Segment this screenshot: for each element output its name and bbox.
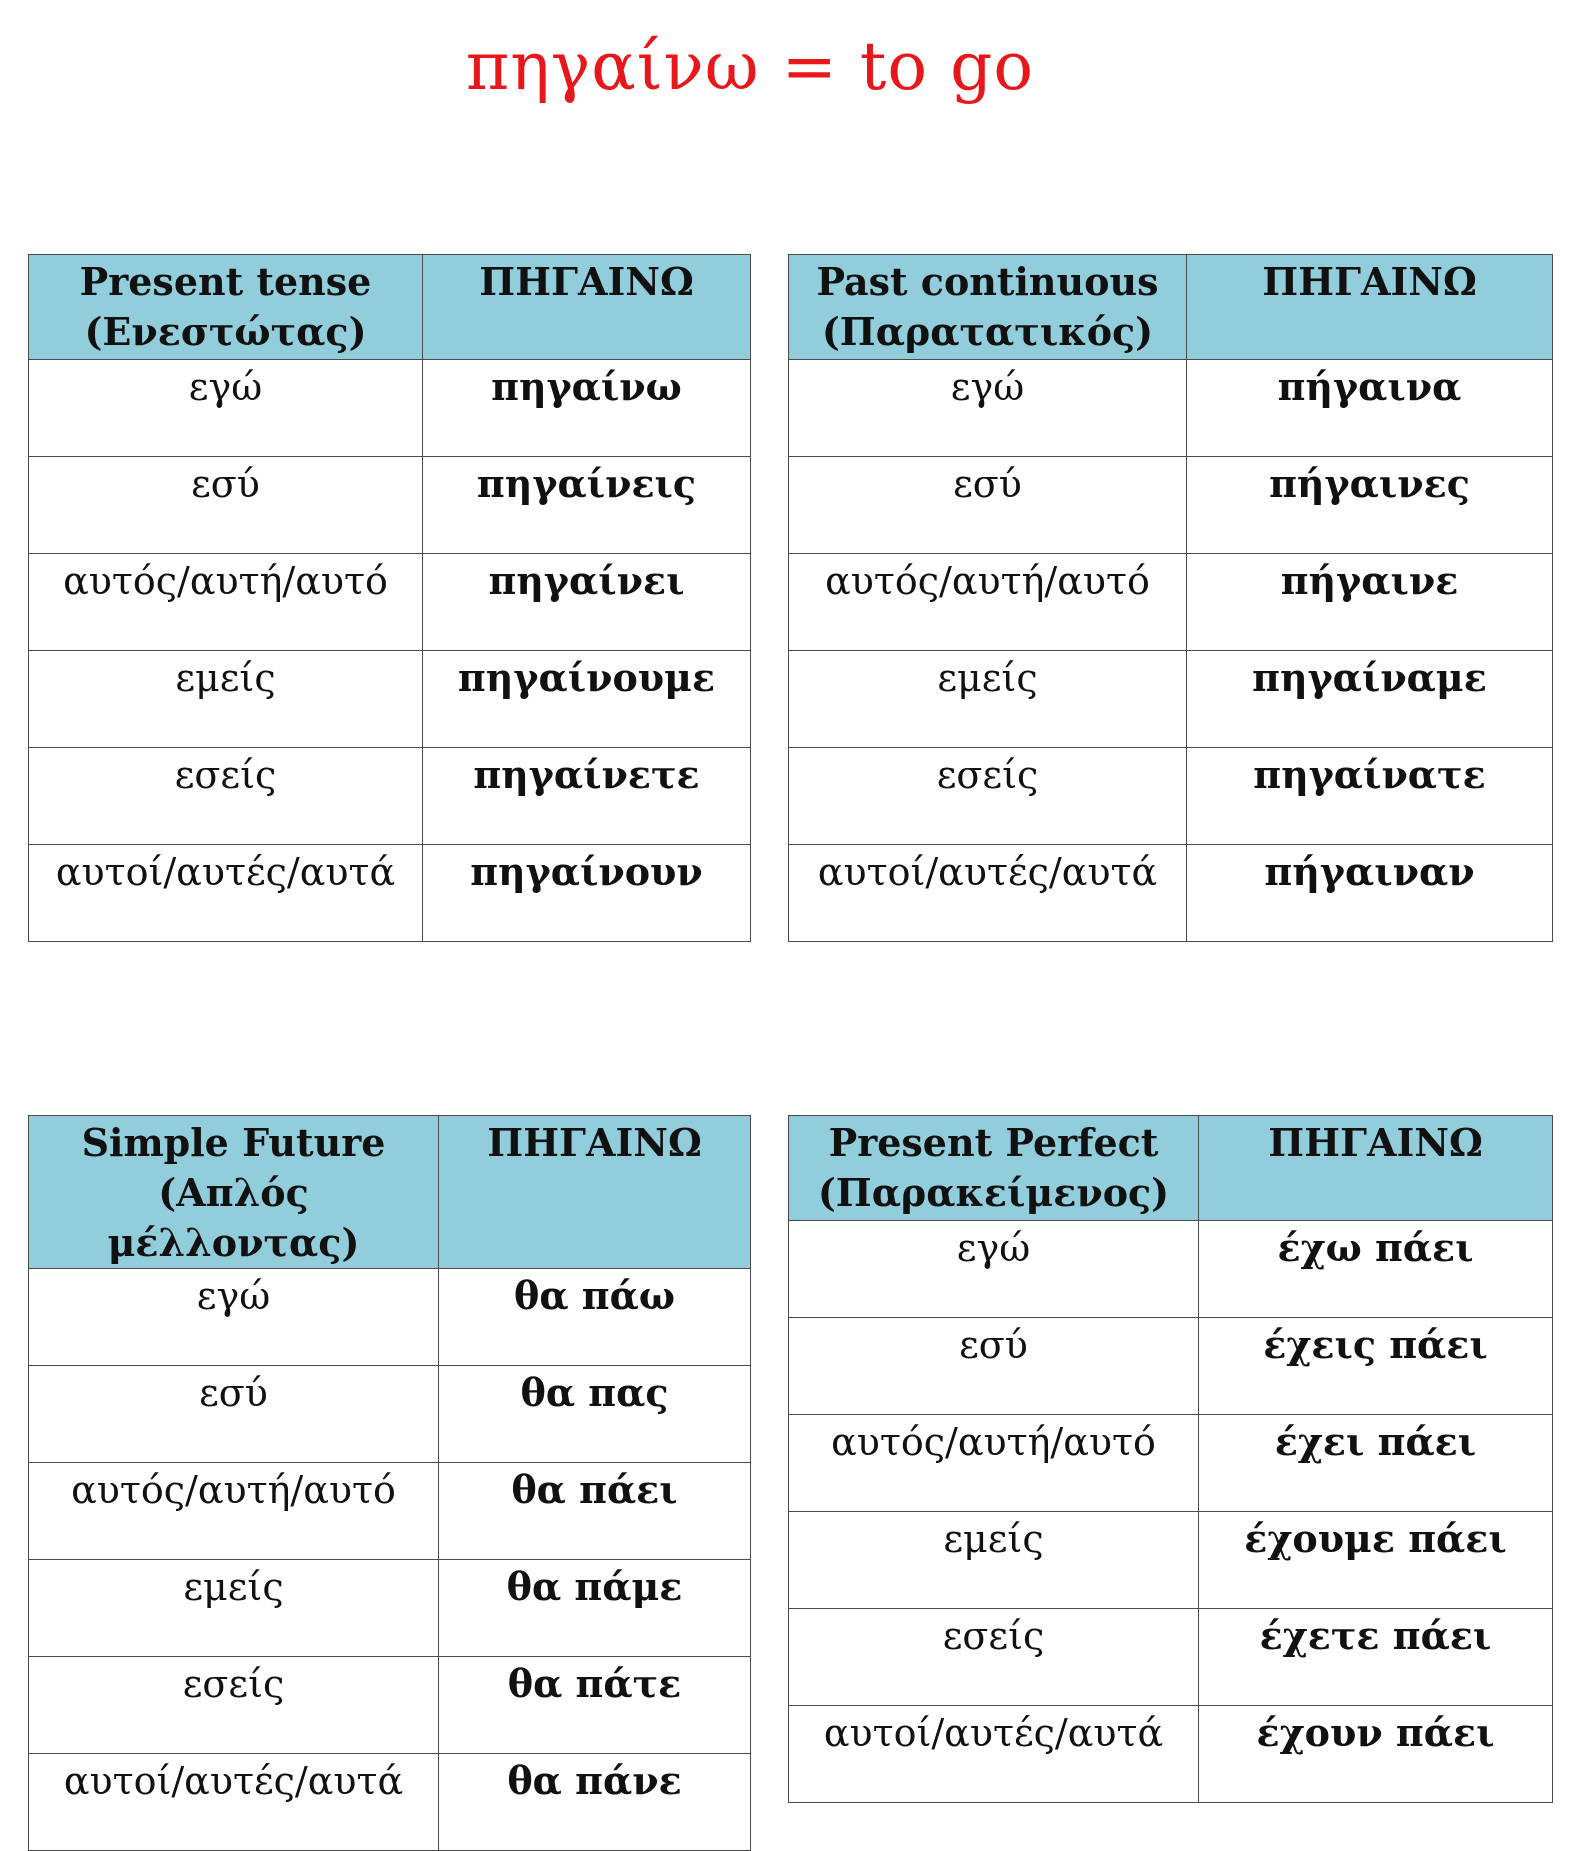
tense-greek-name: (Παρακείμενος) bbox=[817, 1170, 1170, 1215]
table-row bbox=[29, 457, 751, 554]
tense-greek-name: (Ενεστώτας) bbox=[84, 309, 367, 354]
verb-form-cell: πηγαίνουν bbox=[423, 845, 751, 942]
table-row bbox=[789, 1221, 1553, 1318]
pronoun-cell: αυτοί/αυτές/αυτά bbox=[789, 845, 1187, 942]
tense-header bbox=[29, 255, 423, 360]
table-row bbox=[789, 845, 1553, 942]
table-row bbox=[789, 1318, 1553, 1415]
verb-header: ΠΗΓΑΙΝΩ bbox=[1187, 255, 1553, 360]
pronoun-cell: αυτός/αυτή/αυτό bbox=[789, 1415, 1199, 1512]
pronoun-cell: αυτός/αυτή/αυτό bbox=[29, 554, 423, 651]
tense-greek-name: (Παρατατικός) bbox=[821, 309, 1154, 354]
pronoun-cell: εγώ bbox=[789, 360, 1187, 457]
table-row bbox=[789, 651, 1553, 748]
pronoun-cell: εσείς bbox=[789, 748, 1187, 845]
pronoun-cell: εμείς bbox=[789, 651, 1187, 748]
verb-header: ΠΗΓΑΙΝΩ bbox=[1199, 1116, 1553, 1221]
verb-form-cell: θα πάνε bbox=[439, 1754, 751, 1851]
verb-header: ΠΗΓΑΙΝΩ bbox=[439, 1116, 751, 1269]
table-row bbox=[29, 1754, 751, 1851]
verb-form-cell: θα πάω bbox=[439, 1269, 751, 1366]
table-header-row bbox=[789, 1116, 1553, 1221]
verb-form-cell: πήγαινες bbox=[1187, 457, 1553, 554]
table-row bbox=[29, 554, 751, 651]
tense-greek-name: (Απλός μέλλοντας) bbox=[107, 1170, 360, 1265]
table-header-row bbox=[29, 255, 751, 360]
table-row bbox=[789, 1609, 1553, 1706]
pronoun-cell: εσείς bbox=[29, 748, 423, 845]
verb-form-cell: έχω πάει bbox=[1199, 1221, 1553, 1318]
verb-form-cell: έχεις πάει bbox=[1199, 1318, 1553, 1415]
pronoun-cell: εσείς bbox=[29, 1657, 439, 1754]
pronoun-cell: εμείς bbox=[29, 1560, 439, 1657]
present-perfect-table bbox=[788, 1115, 1553, 1803]
pronoun-cell: εγώ bbox=[29, 1269, 439, 1366]
tense-header bbox=[789, 1116, 1199, 1221]
pronoun-cell: εσύ bbox=[789, 457, 1187, 554]
table-row bbox=[29, 845, 751, 942]
present-tense-table bbox=[28, 254, 751, 942]
table-row bbox=[29, 1560, 751, 1657]
pronoun-cell: αυτός/αυτή/αυτό bbox=[789, 554, 1187, 651]
table-row bbox=[29, 748, 751, 845]
verb-form-cell: θα πάμε bbox=[439, 1560, 751, 1657]
table-row bbox=[29, 1366, 751, 1463]
verb-form-cell: πηγαίνω bbox=[423, 360, 751, 457]
verb-form-cell: πηγαίνατε bbox=[1187, 748, 1553, 845]
past-continuous-table bbox=[788, 254, 1553, 942]
pronoun-cell: εσύ bbox=[789, 1318, 1199, 1415]
table-row bbox=[789, 1512, 1553, 1609]
tense-name: Past continuous bbox=[816, 259, 1159, 304]
pronoun-cell: εσείς bbox=[789, 1609, 1199, 1706]
page-title: πηγαίνω = to go bbox=[465, 28, 1035, 105]
pronoun-cell: αυτοί/αυτές/αυτά bbox=[29, 845, 423, 942]
verb-form-cell: θα πάει bbox=[439, 1463, 751, 1560]
tense-name: Simple Future bbox=[81, 1120, 386, 1165]
table-row bbox=[789, 748, 1553, 845]
verb-form-cell: έχουν πάει bbox=[1199, 1706, 1553, 1803]
pronoun-cell: εσύ bbox=[29, 1366, 439, 1463]
verb-form-cell: πηγαίνει bbox=[423, 554, 751, 651]
table-header-row bbox=[29, 1116, 751, 1269]
verb-form-cell: πηγαίνετε bbox=[423, 748, 751, 845]
table-row bbox=[29, 360, 751, 457]
tense-name: Present Perfect bbox=[828, 1120, 1159, 1165]
verb-form-cell: έχουμε πάει bbox=[1199, 1512, 1553, 1609]
verb-form-cell: θα πάτε bbox=[439, 1657, 751, 1754]
pronoun-cell: εμείς bbox=[789, 1512, 1199, 1609]
pronoun-cell: αυτοί/αυτές/αυτά bbox=[789, 1706, 1199, 1803]
verb-form-cell: έχετε πάει bbox=[1199, 1609, 1553, 1706]
table-row bbox=[29, 1657, 751, 1754]
verb-form-cell: πήγαινε bbox=[1187, 554, 1553, 651]
verb-form-cell: πηγαίναμε bbox=[1187, 651, 1553, 748]
verb-form-cell: πήγαιναν bbox=[1187, 845, 1553, 942]
verb-form-cell: θα πας bbox=[439, 1366, 751, 1463]
tense-header bbox=[789, 255, 1187, 360]
table-row bbox=[789, 1415, 1553, 1512]
pronoun-cell: εσύ bbox=[29, 457, 423, 554]
table-row bbox=[29, 1269, 751, 1366]
verb-form-cell: πηγαίνουμε bbox=[423, 651, 751, 748]
table-row bbox=[789, 360, 1553, 457]
table-row bbox=[29, 651, 751, 748]
pronoun-cell: αυτοί/αυτές/αυτά bbox=[29, 1754, 439, 1851]
table-row bbox=[789, 1706, 1553, 1803]
pronoun-cell: εγώ bbox=[789, 1221, 1199, 1318]
verb-form-cell: πήγαινα bbox=[1187, 360, 1553, 457]
tense-name: Present tense bbox=[79, 259, 372, 304]
tense-header bbox=[29, 1116, 439, 1269]
verb-form-cell: έχει πάει bbox=[1199, 1415, 1553, 1512]
table-row bbox=[789, 457, 1553, 554]
pronoun-cell: εμείς bbox=[29, 651, 423, 748]
pronoun-cell: εγώ bbox=[29, 360, 423, 457]
verb-header: ΠΗΓΑΙΝΩ bbox=[423, 255, 751, 360]
verb-form-cell: πηγαίνεις bbox=[423, 457, 751, 554]
table-row bbox=[789, 554, 1553, 651]
simple-future-table bbox=[28, 1115, 751, 1851]
table-header-row bbox=[789, 255, 1553, 360]
table-row bbox=[29, 1463, 751, 1560]
pronoun-cell: αυτός/αυτή/αυτό bbox=[29, 1463, 439, 1560]
